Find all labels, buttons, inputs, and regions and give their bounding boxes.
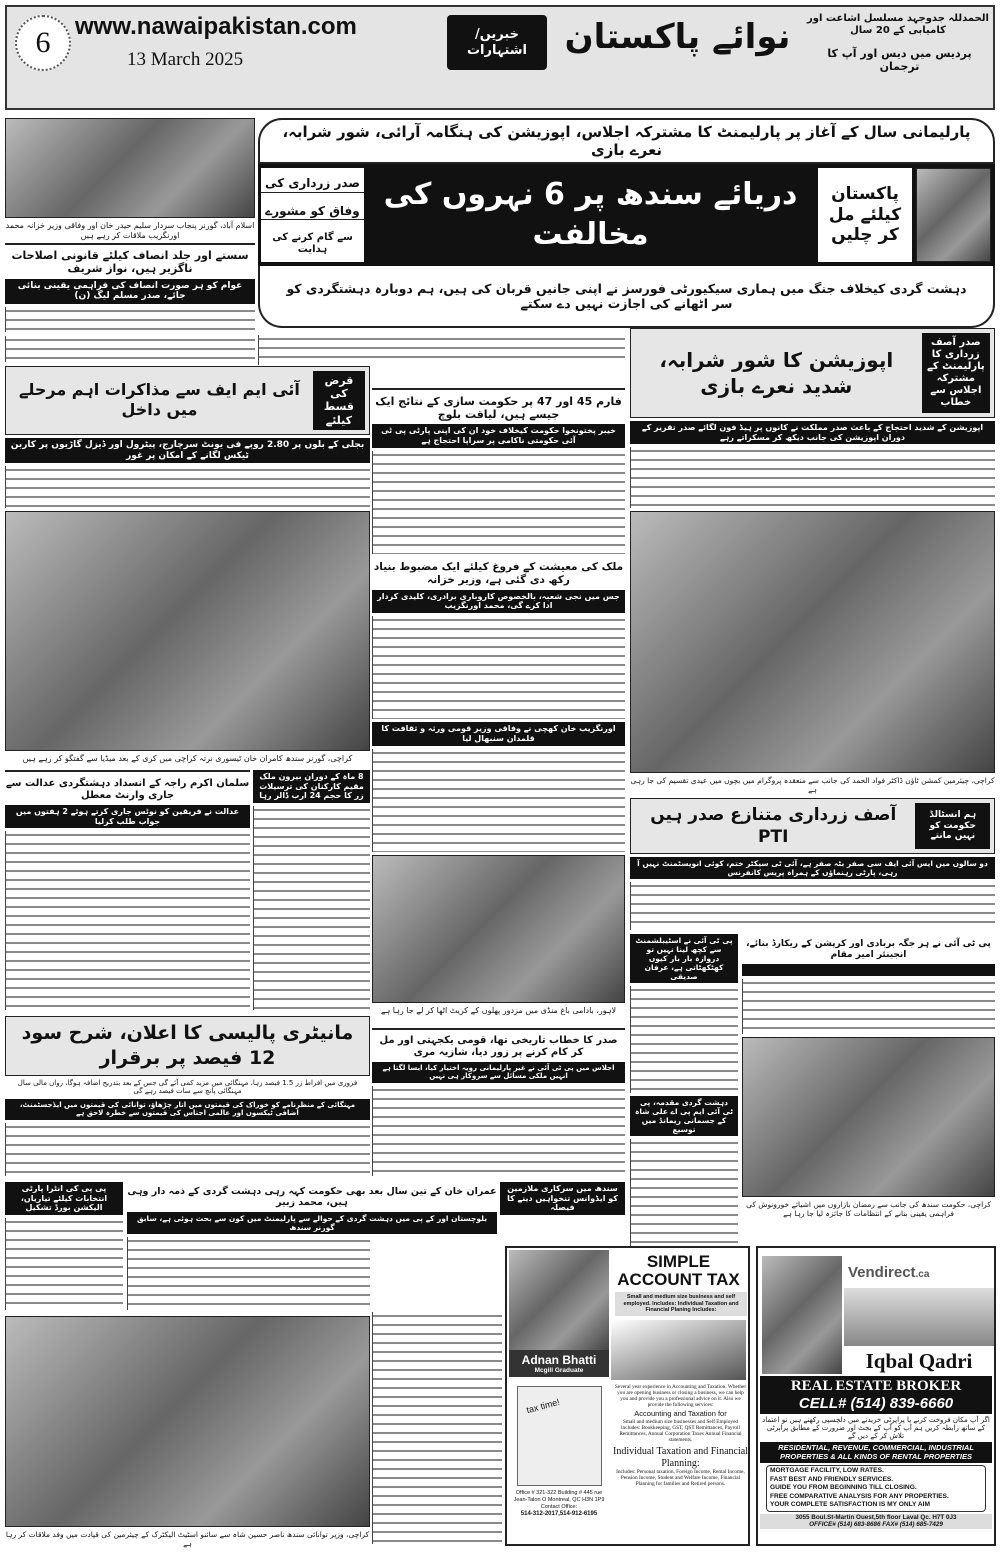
- tax-time-icon: [517, 1386, 602, 1486]
- address-headline: صدر کا خطاب تاریخی تھا، قومی یکجہتی اور مل کر کام کرنے پر زور دیا، شازیہ مری: [372, 1028, 625, 1059]
- lead-subline: دہشت گردی کیخلاف جنگ میں ہماری سیکیورٹی فورسز نے اپنی جانیں قربان کی ہیں، ہم دوبارہ دہشتگردی کو سر اٹھانے کی اجازت نہیں دے سکتے: [258, 266, 995, 328]
- imf-headline: آئی ایم ایف سے مذاکرات اہم مرحلے میں داخل: [18, 379, 300, 420]
- pti-headline: آصف زرداری متنازع صدر ہیں PTI: [650, 804, 897, 847]
- lead-story: [258, 118, 995, 330]
- newspaper-title: نوائے پاکستان: [564, 17, 791, 57]
- brand-logo: [848, 1264, 929, 1281]
- issue-date: 13 March 2025: [127, 49, 244, 70]
- advertiser-credential: Mcgill Graduate: [534, 1367, 584, 1374]
- photo-president-zardari: [916, 168, 991, 262]
- monetary-headline: مانیٹری پالیسی کا اعلان، شرح سود 12 فیصد پر برقرار: [5, 1016, 370, 1076]
- section-body: Small and medium size businesses and Self Employed includes: Bookkeeping, GST, QST Remittances, Payroll Remittances, Annual Corporation Taxes Annual Financial statements.: [619, 1418, 742, 1444]
- ad-name: [509, 1350, 609, 1377]
- article-body-text: [5, 831, 250, 1010]
- article-body-text: [258, 335, 625, 365]
- photo-caption: لاہور، بادامی باغ منڈی میں مزدور پھلوں کے کریٹ اٹھا کر لے جا رہا ہے: [380, 1006, 617, 1016]
- article-body-text: [630, 986, 738, 1093]
- article-body-text: [630, 447, 995, 508]
- divider: [742, 964, 995, 976]
- article-body-text: [5, 307, 255, 332]
- photo-caption: کراچی، وزیر توانائی سندھ ناصر حسین شاہ سے سائنو اسٹیٹ الیکٹرک کے چیئرمین کی قیادت میں وفد ملاقات کر رہا ہے: [5, 1530, 370, 1548]
- article-body-text: [372, 1086, 625, 1176]
- broker-banner: [760, 1376, 992, 1414]
- salman-subheadline: عدالت نے فریقین کو نوٹس جاری کرتے ہوئے 2 ہفتوں میں جواب طلب کرلیا: [5, 805, 250, 828]
- ad-lower-stack: [760, 1376, 992, 1544]
- salman-headline: سلمان اکرم راجہ کے انسداد دہشتگردی عدالت سے جاری وارنٹ معطل: [5, 770, 250, 802]
- website[interactable]: www.nawaipakistan.com: [75, 13, 357, 40]
- office-footer: [760, 1514, 992, 1529]
- photo-energy-minister-meeting: [5, 1316, 370, 1527]
- broker-cell[interactable]: CELL# (514) 839-6660: [798, 1395, 954, 1412]
- economy-headline: ملک کی معیشت کے فروغ کیلئے ایک مضبوط بنیاد رکھ دی گئی ہے، وزیر خزانہ: [373, 561, 624, 586]
- remittances-column: [253, 770, 370, 1010]
- broker-name: Iqbal Qadri: [865, 1349, 973, 1373]
- photo-caption: کراچی، حکومت سندھ کی جانب سے رمضان بازاروں میں اشیائے خورونوش کی فراہمی یقینی بنانے کے انتظامات کا جائزہ لیا جا رہا ہے: [746, 1200, 991, 1218]
- article-body-text: [5, 1123, 370, 1176]
- imf-subheadline: بجلی کے بلوں پر 2.80 روپے فی یونٹ سرچارج، پیٹرول اور ڈیزل گاڑیوں پر کاربن ٹیکس لگانے کے امکان پر غور: [5, 438, 370, 464]
- article-body-text: [5, 466, 370, 508]
- page-number: 6: [15, 15, 71, 71]
- ppp-intraparty-box: پی پی کی انٹرا پارٹی انتخابات کیلئے تیاریاں، الیکشن بورڈ تشکیل: [5, 1182, 123, 1215]
- section-body: Includes: Personal taxation, Foreign Income, Rental Income, Pension Income, Student and Welfare Income, Financial Planning for families and Retired persons.: [616, 1469, 745, 1488]
- sindh-employees-box: سندھ میں سرکاری ملازمین کو ایڈوانس تنخواہیں دینے کا فیصلہ: [500, 1182, 625, 1215]
- amir-muqam-column: [742, 936, 995, 1218]
- ad-title-line: SIMPLE: [646, 1252, 711, 1271]
- brand-name: Vendirect: [848, 1264, 916, 1281]
- photo-caption: کراچی، گورنر سندھ کامران خان ٹیسوری نرتہ کراچی میں کری کے بعد میڈیا سے گفتگو کر رہے ہیں: [22, 754, 353, 764]
- form45-headline: فارم 45 اور 47 پر حکومت سازی کے نتائج ایک جیسے ہیں، لیاقت بلوچ: [372, 388, 625, 421]
- amir-muqam-headline: پی ٹی آئی نے ہر جگہ بربادی اور کرپشن کے ریکارڈ بنائے، انجینئر امیر مقام: [746, 939, 991, 960]
- article-body-text: [372, 749, 625, 853]
- article-body-text: [372, 616, 625, 720]
- subheadline: عوام کو ہر صورت انصاف کی فراہمی یقینی بنائی جائے، صدر مسلم لیگ (ن): [5, 279, 255, 305]
- ad-details: [613, 1384, 748, 1487]
- monetary-column: [5, 1016, 370, 1176]
- address-subheadline: اجلاس میں پی ٹی آئی نے غیر پارلیمانی رویہ اختیار کیا، ایسا لگتا ہے انہیں ملکی مسائل سے سروکار ہی نہیں: [372, 1062, 625, 1083]
- photo-iqbal-qadri: [762, 1256, 842, 1374]
- left-top-column: [5, 118, 255, 332]
- side-left-line: وفاق کو مشورے: [261, 203, 364, 220]
- form45-subheadline: خیبر پختونخوا حکومت کیخلاف خود ان کی اپنی پارٹی پی ٹی آئی حکومتی ناکامی پر سراپا احتجاج ہے: [372, 424, 625, 447]
- experience-text: Several year experience in Accounting and Taxation. Whether you are opening business or closing a business, we can help you and provide you a professional advice on it. Also we provide the following services:: [614, 1384, 747, 1409]
- article-body-text: [5, 336, 255, 362]
- service-item: YOUR COMPLETE SATISFACTION IS MY ONLY AIM: [770, 1501, 930, 1509]
- calculator-image: [611, 1320, 746, 1380]
- article-body-text: [253, 806, 370, 1010]
- mpa-remand-box: دہشت گردی مقدمہ، پی ٹی آئی ایم پی اے علی شاہ کے جسمانی ریمانڈ میں توسیع: [630, 1096, 738, 1136]
- photo-governor-sindh-media-talk: [5, 511, 370, 751]
- lead-kicker: پارلیمانی سال کے آغاز پر پارلیمنٹ کا مشترکہ اجلاس، اپوزیشن کی ہنگامہ آرائی، شور شرابہ، نعرے بازی: [258, 118, 995, 164]
- photo-caption: اسلام آباد، گورنر پنجاب سردار سلیم حیدر خان اور وفاقی وزیر خزانہ محمد اورنگزیب ملاقات کر رہے ہیں: [5, 221, 255, 240]
- imran-khan-subheadline: بلوچستان اور کے پی میں دہشت گردی کے حوالے سے پارلیمنٹ میں کون سے بحث ہوئی ہے، سابق گورنر سندھ: [127, 1212, 497, 1234]
- broker-role: REAL ESTATE BROKER: [790, 1378, 962, 1394]
- office-phone[interactable]: OFFICE# (514) 683-8686 FAX# (514) 685-7429: [809, 1521, 943, 1529]
- services-list: [766, 1465, 986, 1512]
- imf-story: [5, 366, 370, 435]
- ppp-column: [5, 1182, 123, 1310]
- opposition-headline: اپوزیشن کا شور شرابہ، شدید نعرے بازی: [659, 348, 894, 398]
- article-body-text: [5, 1218, 123, 1310]
- imf-kicker: قرض کی قسط کیلئے: [313, 371, 365, 430]
- photo-eidi-distribution: [630, 511, 995, 773]
- pti-kicker: ہم انسٹالڈ حکومت کو نہیں مانتے: [915, 803, 990, 849]
- culture-minister-headline: اورنگزیب خان کھچی نے وفاقی وزیر قومی ورثہ و ثقافت کا قلمدان سنبھال لیا: [372, 722, 625, 745]
- pti-side-column: [630, 934, 738, 1246]
- tax-time-label: tax time!: [525, 1396, 561, 1416]
- imran-khan-headline: عمران خان کے تین سال بعد بھی حکومت کہہ رہی دہشت گردی کے ذمہ دار وہی ہیں، محمد زبیر: [127, 1186, 497, 1209]
- contact-phones[interactable]: 514-312-2017,514-912-6195: [520, 1510, 598, 1517]
- bottom-photo-column: [5, 1316, 370, 1548]
- address-column: [372, 1028, 625, 1176]
- salman-column: [5, 770, 250, 1010]
- pti-story: [630, 798, 995, 854]
- pti-subheadline: دو سالوں میں ایس آئی ایف سی صفر بٹہ صفر ہے، آئی ٹی سیکٹر ختم، کوئی انویسٹمنٹ نہیں آ رہی، پارٹی رہنماؤں کے ہمراہ پریس کانفرنس: [630, 857, 995, 879]
- service-item: MORTGAGE FACILITY, LOW RATES.: [770, 1467, 884, 1475]
- service-item: FREE COMPARATIVE ANALYSIS FOR ANY PROPERTIES.: [770, 1492, 949, 1500]
- economy-subheadline: جس میں نجی شعبہ، بالخصوص کاروباری برادری، کلیدی کردار ادا کرے گی، محمد اورنگزیب: [372, 590, 625, 613]
- remittances-box: 8 ماہ کے دوران بیرون ملک مقیم کارکنان کی ترسیلات زر کا حجم 24 ارب ڈالر رہا: [253, 770, 370, 803]
- photo-ramadan-bazaar: [742, 1037, 995, 1197]
- middle-column: [372, 388, 625, 1016]
- photo-caption: کراچی، چیئرمین کمشن ٹاؤن ڈاکٹر فواد الحمد کی جانب سے منعقدہ پروگرام میں بچوں میں عیدی تقسیم کی جا رہی ہے: [630, 776, 995, 794]
- opposition-column: [630, 328, 995, 794]
- photo-governor-meeting: [5, 118, 255, 218]
- masthead: [5, 5, 995, 110]
- advertiser-name: Adnan Bhatti: [521, 1353, 597, 1367]
- office-address: Office # 321-322 Building # 445 rue Jean-Talon O Montreal, QC H3N 1P9: [513, 1490, 605, 1503]
- section-title: Individual Taxation and Financial Planning:: [613, 1446, 748, 1469]
- article-body-text: [127, 1237, 370, 1310]
- imran-khan-column: [127, 1182, 497, 1310]
- photo-adnan-bhatti: [509, 1250, 609, 1350]
- service-item: FAST BEST AND FRIENDLY SERVICES.: [770, 1475, 894, 1483]
- monetary-subline: فروری میں افراط زر 1.5 فیصد رہا، مہنگائی میں مزید کمی آئے گی جس کے بعد بتدریج اضافہ ہوگا، رواں مالی سال مہنگائی پانچ سے سات فیصد رہے گی: [17, 1079, 358, 1096]
- article-body-text: [742, 979, 995, 1034]
- tagline-2: پردیس میں دیس اور آپ کا ترجمان: [827, 47, 972, 74]
- section-label: خبریں/اشتہارات: [447, 15, 547, 70]
- opposition-subheadline: اپوزیشن کے شدید احتجاج کے باعث صدر مملکت نے کانوں پر ہیڈ فون لگائے صدر تقریر کے دوران اپوزیشن کی جانب دیکھ کر مسکراتے رہے: [630, 421, 995, 444]
- ad-title: [611, 1253, 746, 1289]
- article-body-text: [630, 882, 995, 930]
- property-types: RESIDENTIAL, REVENUE, COMMERCIAL, INDUSTRIAL PROPERTIES & ALL KINDS OF RENTAL PROPERTIES: [760, 1442, 992, 1463]
- lead-headline: دریائے سندھ پر 6 نہروں کی مخالفت: [383, 176, 798, 252]
- ad-real-estate: [756, 1246, 996, 1546]
- imf-column: [5, 366, 370, 764]
- side-left-line: صدر زرداری کی: [261, 175, 364, 192]
- ad-office: [509, 1490, 609, 1518]
- opposition-story: [630, 328, 995, 418]
- lead-side-right: پاکستان کیلئے مل کر چلیں: [818, 168, 912, 262]
- ad-intro: Small and medium size business and self employed. Includes: Individual Taxation and Financial Planing Includes:: [615, 1292, 747, 1316]
- ad-title-line: ACCOUNT TAX: [617, 1270, 740, 1289]
- pti-column: [630, 798, 995, 930]
- tagline: الحمدللہ جدوجہد مسلسل اشاعت اور کامیابی کے 20 سال: [807, 13, 989, 36]
- photo-fruit-market-labourer: [372, 855, 625, 1003]
- monetary-subheadline: مہنگائی کے منظرنامے کو خوراک کی قیمتوں میں اتار چڑھاؤ، توانائی کی قیمتوں میں ایڈجسٹمنٹ، اضافی ٹیکسوں اور عالمی اجناس کی قیمتوں سے خطرہ لاحق ہے: [5, 1099, 370, 1120]
- side-left-line: سے گام کرنے کی ہدایت: [272, 231, 353, 255]
- opposition-kicker: صدر آصف زرداری کا پارلیمنٹ کے مشترکہ اجلاس سے خطاب: [922, 333, 990, 413]
- contact-label: Contact Office:: [540, 1503, 578, 1510]
- article-body-text: [630, 1139, 738, 1246]
- lead-side-left: [261, 168, 364, 262]
- office-address: 3055 Boul.St-Martin Ouest,5th floor Laval Qc. H7T 0J3: [795, 1513, 957, 1521]
- service-item: GUIDE YOU FROM BEGINNING TILL CLOSING.: [770, 1484, 917, 1492]
- urdu-blurb: اگر آپ مکان فروخت کرنے یا پراپرٹی خریدنے میں دلچسپی رکھتے ہیں تو اعتماد کے ساتھ رابطہ کریں ہم آپ کو آپ کے بجٹ اور ضرورت کے مطابق پراپرٹی تلاش کر کے دیں گے: [762, 1416, 990, 1441]
- house-image: [844, 1288, 994, 1346]
- irfan-siddiqui-box: پی ٹی آئی نے اسٹیبلشمنٹ سے کچھ لینا نہیں تو دروازہ بار بار کیوں کھٹکھٹاتی ہے، عرفان صدیقی: [630, 934, 738, 983]
- brand-tld: .ca: [915, 1269, 930, 1280]
- section-title: Accounting and Taxation for: [634, 1409, 727, 1419]
- article-body-text: [372, 451, 625, 555]
- article-body-text: [372, 1312, 502, 1544]
- ad-simple-account-tax: [505, 1246, 750, 1546]
- sindh-employees-column: [500, 1182, 625, 1242]
- headline: سستے اور جلد انصاف کیلئے قانونی اصلاحات ناگزیر ہیں، نواز شریف: [5, 243, 255, 275]
